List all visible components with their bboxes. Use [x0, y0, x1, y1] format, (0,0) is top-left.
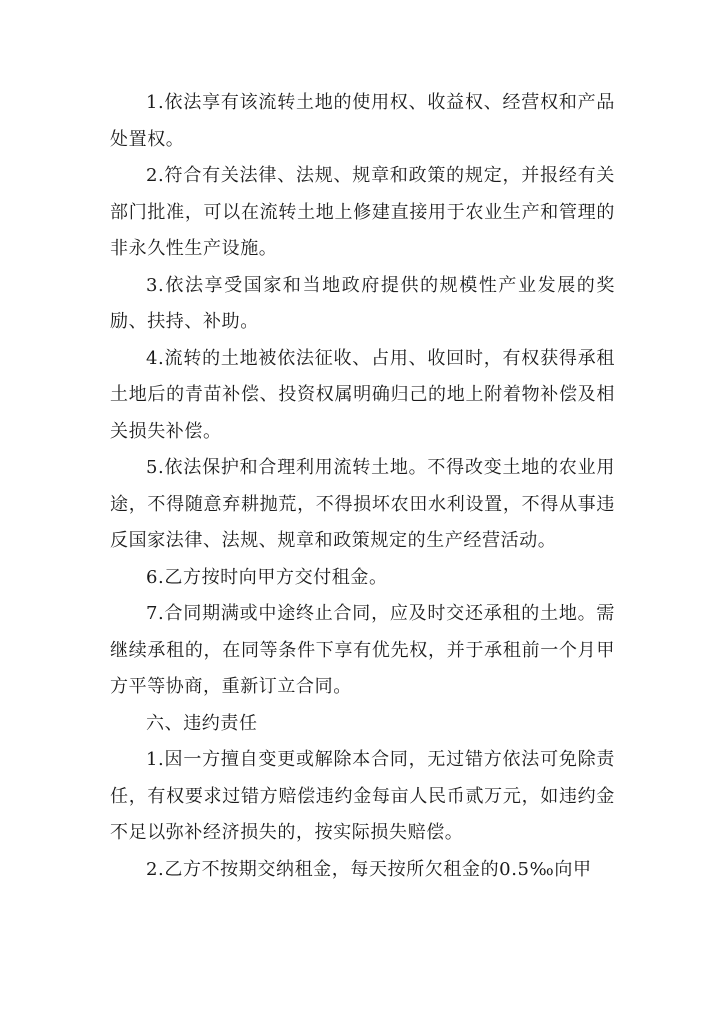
paragraph-right-6: 6.乙方按时向甲方交付租金。: [146, 566, 388, 588]
paragraph-right-3: 3.依法享受国家和当地政府提供的规模性产业发展的奖励、扶持、补助。: [110, 274, 615, 332]
paragraph-liability-2: 2.乙方不按期交纳租金，每天按所欠租金的0.5‰向甲: [146, 858, 592, 880]
paragraph-right-4: 4.流转的土地被依法征收、占用、收回时，有权获得承租土地后的青苗补偿、投资权属明确归己的地上附着物补偿及相关损失补偿。: [110, 347, 615, 442]
paragraph-right-7: 7.合同期满或中途终止合同，应及时交还承租的土地。需继续承租的，在同等条件下享有优先权，并于承租前一个月甲方平等协商，重新订立合同。: [110, 603, 615, 697]
paragraph-right-5: 5.依法保护和合理利用流转土地。不得改变土地的农业用途，不得随意弃耕抛荒，不得损坏农田水利设置，不得从事违反国家法律、法规、规章和政策规定的生产经营活动。: [110, 457, 615, 551]
paragraph-right-1: 1.依法享有该流转土地的使用权、收益权、经营权和产品处置权。: [110, 92, 615, 150]
section-heading-breach-liability: 六、违约责任: [146, 712, 258, 734]
paragraph-liability-1: 1.因一方擅自变更或解除本合同，无过错方依法可免除责任，有权要求过错方赔偿违约金每亩人民币贰万元，如违约金不足以弥补经济损失的，按实际损失赔偿。: [110, 749, 615, 843]
paragraph-right-2: 2.符合有关法律、法规、规章和政策的规定，并报经有关部门批准，可以在流转土地上修建直接用于农业生产和管理的非永久性生产设施。: [110, 165, 615, 259]
document-body: [110, 85, 615, 888]
